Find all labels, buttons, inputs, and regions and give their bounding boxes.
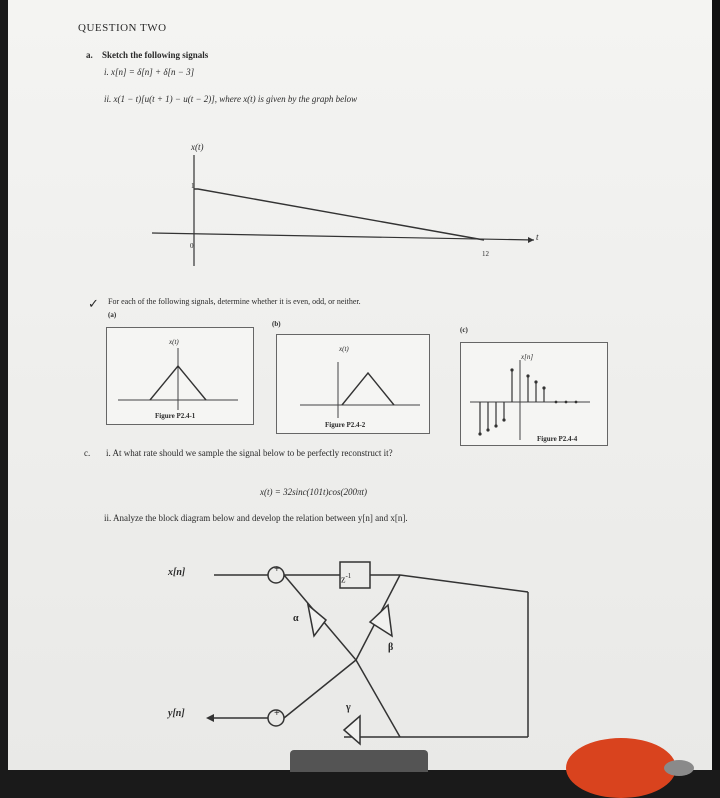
fig-b-ylabel: x(t)	[339, 345, 349, 353]
part-c-equation: x(t) = 32sinc(101t)cos(200πt)	[260, 487, 368, 497]
output-label: y[n]	[168, 708, 185, 719]
graph-xlabel: t	[536, 232, 539, 242]
beta-gain	[370, 605, 392, 636]
adder-top-plus: +	[274, 564, 280, 575]
fig-a-ylabel: x(t)	[169, 338, 179, 346]
gamma-gain	[344, 716, 360, 744]
floating-action-button[interactable]	[566, 738, 676, 798]
alpha-gain	[308, 605, 326, 636]
adder-bottom	[268, 710, 284, 726]
input-label: x[n]	[168, 567, 186, 578]
beta-label: β	[388, 642, 394, 653]
part-b-title: For each of the following signals, determine whether it is even, odd, or neither.	[108, 297, 361, 306]
bottom-toolbar-tab[interactable]	[290, 750, 428, 772]
fig-a-caption: Figure P2.4-1	[155, 412, 196, 420]
adder-bottom-plus: +	[274, 708, 280, 719]
fig-a-label: (a)	[108, 311, 117, 319]
graph-ylabel: x(t)	[191, 142, 204, 152]
part-c-label: c.	[84, 448, 91, 458]
graph-tick-twelve: 12	[482, 250, 489, 258]
graph-tick-zero: 0	[190, 242, 194, 250]
part-a-item-ii: ii. x(1 − t)[u(t + 1) − u(t − 2)], where x(t) is given by the graph below	[104, 94, 358, 104]
fig-c-ylabel: x[n]	[521, 353, 534, 361]
part-c-item-i: i. At what rate should we sample the signal below to be perfectly reconstruct it?	[106, 448, 393, 458]
graph-tick-one: 1	[191, 182, 195, 190]
gamma-label: γ	[346, 702, 351, 713]
part-a-item-i: i. x[n] = δ[n] + δ[n − 3]	[104, 67, 195, 77]
page-edge-shadow	[712, 0, 720, 770]
fig-c-label: (c)	[460, 326, 468, 334]
part-a-label: a.	[86, 50, 93, 60]
secondary-floating-button[interactable]	[664, 760, 694, 776]
delay-label: $z^{-1}$	[341, 572, 352, 586]
fig-b-label: (b)	[272, 320, 281, 328]
adder-top	[268, 567, 284, 583]
fig-c-caption: Figure P2.4-4	[537, 435, 578, 443]
part-a-title: Sketch the following signals	[102, 50, 209, 60]
part-b-check-mark: ✓	[88, 296, 99, 311]
fig-b-caption: Figure P2.4-2	[325, 421, 366, 429]
document-page	[8, 0, 714, 770]
question-heading: QUESTION TWO	[78, 22, 167, 34]
alpha-label: α	[293, 613, 299, 624]
delay-block	[340, 562, 370, 588]
part-c-item-ii: ii. Analyze the block diagram below and develop the relation between y[n] and x[n].	[104, 513, 408, 523]
